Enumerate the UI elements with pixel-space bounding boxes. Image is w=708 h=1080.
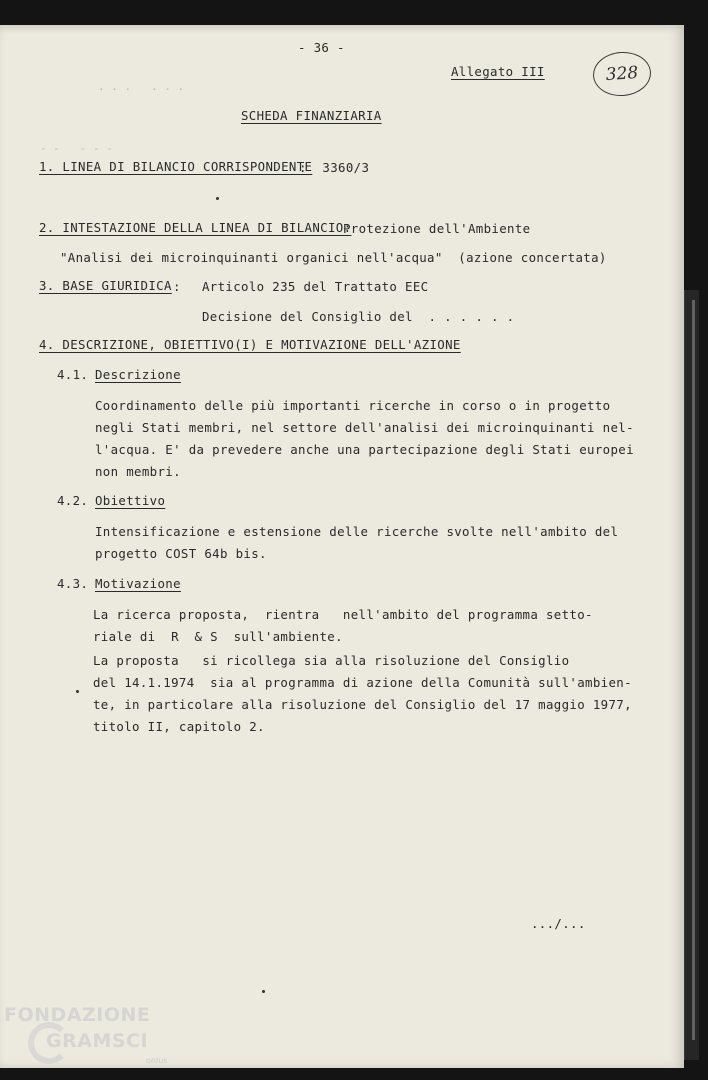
ink-speck [262,990,265,993]
page-number-top: - 36 - [298,40,345,55]
paragraph-line: del 14.1.1974 sia al programma di azione della Comunità sull'ambien- [93,675,632,690]
binder-edge-highlight [692,300,695,1040]
section-3-value: Articolo 235 del Trattato EEC [202,279,429,294]
paragraph-line: La ricerca proposta, rientra nell'ambito del programma setto- [93,607,593,622]
ink-speck [216,197,219,200]
subsection-4-1-title: Descrizione [95,367,181,382]
section-2-value: Protezione dell'Ambiente [343,221,531,236]
bleed-through-mark: - - - - - [40,142,113,155]
section-1-heading: 1. LINEA DI BILANCIO CORRISPONDENTE [39,159,313,174]
paragraph-line: progetto COST 64b bis. [95,546,267,561]
watermark-line2: GRAMSCI [46,1030,149,1052]
stamp-number: 328 [605,62,639,86]
paragraph-line: l'acqua. E' da prevedere anche una partecipazione degli Stati europei [95,442,634,457]
section-3-separator: : [173,279,181,294]
subsection-4-1-number: 4.1. [57,367,89,382]
paragraph-line: Coordinamento delle più importanti ricerche in corso o in progetto [95,398,611,413]
paragraph-line: te, in particolare alla risoluzione del Consiglio del 17 maggio 1977, [93,697,632,712]
paragraph-line: titolo II, capitolo 2. [93,719,265,734]
paragraph-line: La proposta si ricollega sia alla risoluzione del Consiglio [93,653,570,668]
watermark-line3: onlus [146,1056,168,1065]
watermark-line1: FONDAZIONE [4,1004,151,1026]
subsection-4-3-title: Motivazione [95,576,181,591]
section-3-line2: Decisione del Consiglio del . . . . . . [202,309,515,324]
paragraph-line: riale di R & S sull'ambiente. [93,629,343,644]
section-4-heading: 4. DESCRIZIONE, OBIETTIVO(I) E MOTIVAZIONE DELL'AZIONE [39,337,461,352]
section-2-line2: "Analisi dei microinquinanti organici nell'acqua" (azione concertata) [60,250,607,265]
paragraph-line: non membri. [95,464,181,479]
ink-speck [76,690,79,693]
section-3-heading: 3. BASE GIURIDICA [39,278,172,293]
paragraph-line: Intensificazione e estensione delle ricerche svolte nell'ambito del [95,524,619,539]
continuation-mark: .../... [531,916,586,931]
annex-label: Allegato III [451,64,545,79]
section-1-value: : 3360/3 [299,160,370,175]
subsection-4-2-number: 4.2. [57,493,89,508]
paragraph-line: negli Stati membri, nel settore dell'analisi dei microinquinanti nel- [95,420,634,435]
bleed-through-mark: . . . . . . [98,80,185,93]
document-title: SCHEDA FINANZIARIA [241,108,382,123]
subsection-4-2-title: Obiettivo [95,493,166,508]
section-2-heading: 2. INTESTAZIONE DELLA LINEA DI BILANCIO: [39,220,352,235]
subsection-4-3-number: 4.3. [57,576,89,591]
